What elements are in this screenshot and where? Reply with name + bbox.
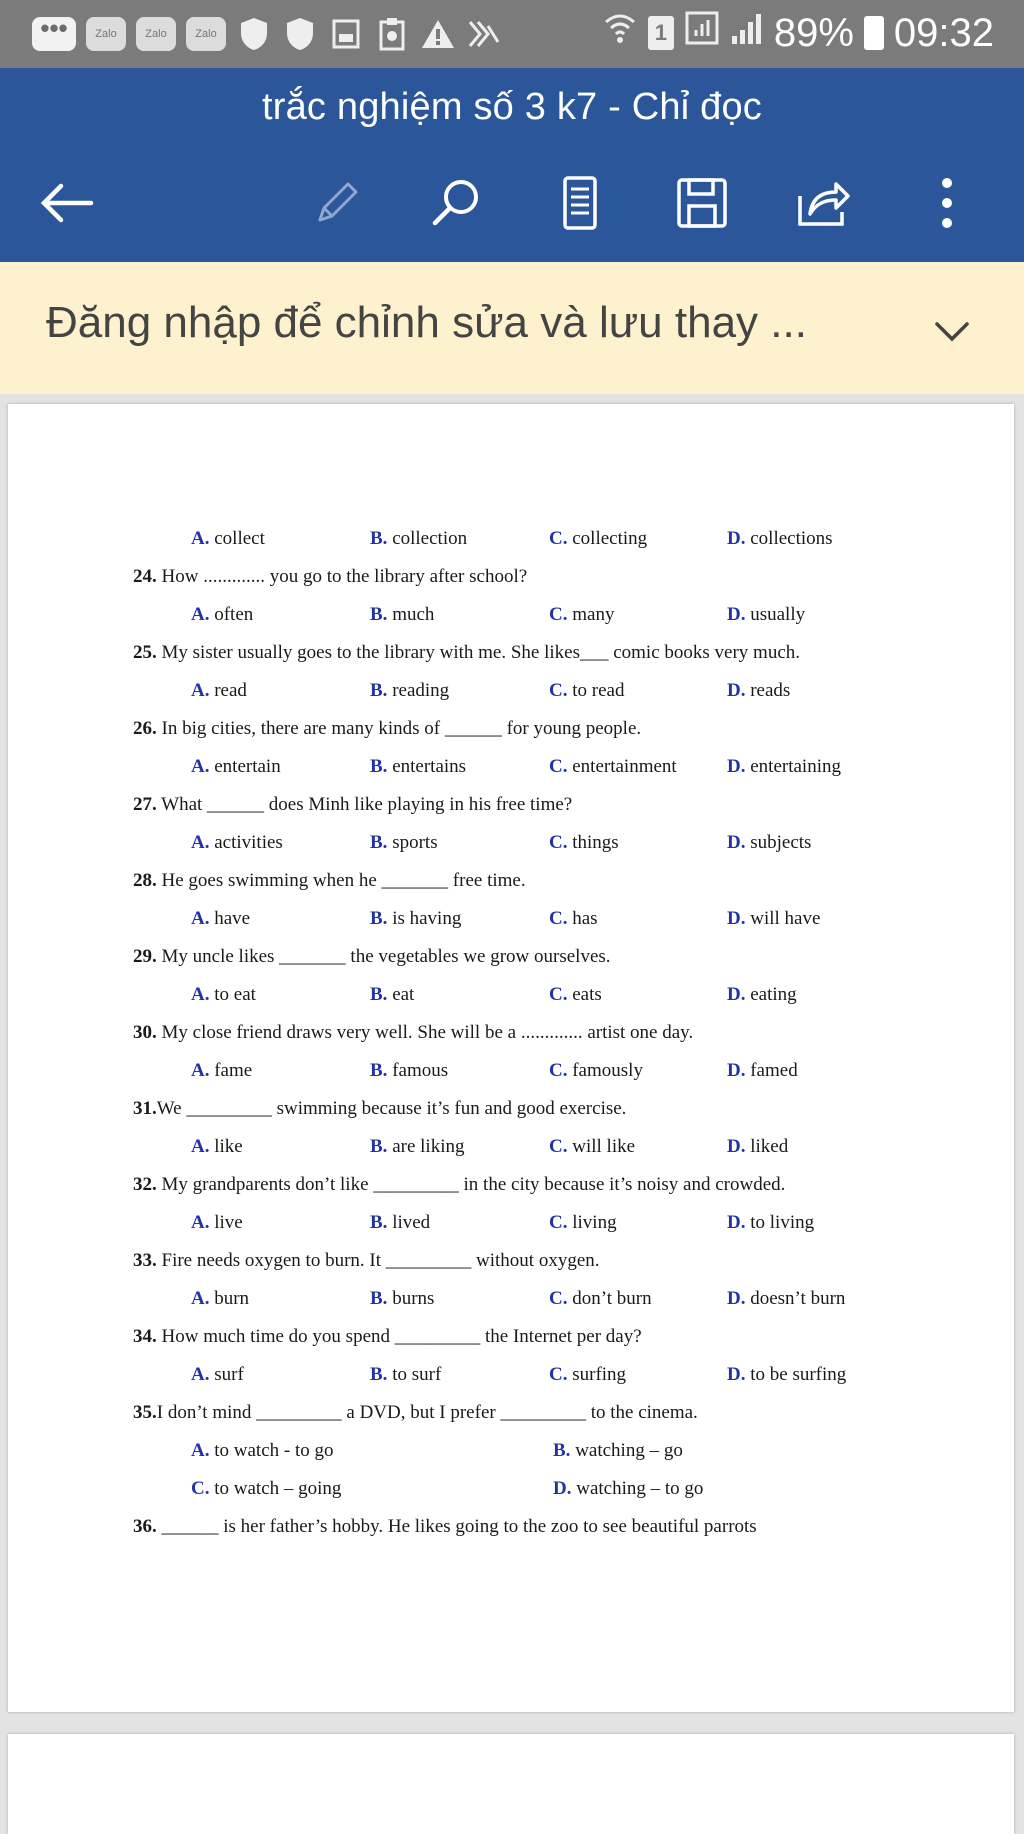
system-indicators [602,10,994,56]
option-a: A. burn [191,1288,250,1309]
option-b: B. is having [370,908,462,929]
question-number: 35. [133,1402,157,1423]
data-signal-icon [684,10,720,56]
option-b: B. lived [370,1212,431,1233]
question-text: We _________ swimming because it’s fun and good exercise. [156,1098,627,1119]
option-d: D. liked [727,1136,789,1157]
edit-button[interactable] [302,168,372,238]
option-c: C. entertainment [549,756,677,777]
question-number: 32. [133,1174,157,1195]
answer-options [133,1052,933,1090]
question-number: 24. [133,566,157,587]
cell-signal-icon [730,11,764,56]
image-icon [328,14,364,54]
option-a: A. read [191,680,247,701]
option-b: B. to surf [370,1364,442,1385]
option-b: B. watching – go [553,1440,683,1461]
question-text: My sister usually goes to the library with me. She likes___ comic books very much. [156,642,801,663]
document-content [133,520,933,1546]
back-button[interactable] [32,168,102,238]
option-b: B. reading [370,680,450,701]
answer-options [133,748,933,786]
question-number: 31. [133,1098,157,1119]
sim-icon: 1 [648,16,674,50]
question-stem [133,1318,933,1356]
option-d: D. reads [727,680,791,701]
option-d: D. subjects [727,832,812,853]
option-b: B. eat [370,984,415,1005]
option-c: C. don’t burn [549,1288,652,1309]
clock: 09:32 [893,10,994,55]
option-b: B. entertains [370,756,467,777]
document-title: trắc nghiệm số 3 k7 - Chỉ đọc [261,86,763,128]
question-text: ______ is her father’s hobby. He likes going to the zoo to see beautiful parrots [156,1516,757,1537]
option-b: B. collection [370,528,468,549]
question-text: My uncle likes _______ the vegetables we grow ourselves. [156,946,611,967]
answer-options [133,520,933,558]
option-d: D. collections [727,528,833,549]
search-icon [429,175,485,231]
option-c: C. many [549,604,615,625]
shield-icon [282,14,318,54]
option-a: A. to watch - to go [191,1440,334,1461]
nfc-icon [466,14,502,54]
option-d: D. entertaining [727,756,841,777]
option-b: B. famous [370,1060,449,1081]
answer-options [133,900,933,938]
question-stem [133,786,933,824]
clipboard-icon [374,14,410,54]
answer-options [133,1128,933,1166]
option-a: A. collect [191,528,265,549]
option-a: A. surf [191,1364,244,1385]
question-list [133,558,933,1546]
question-stem [133,1508,933,1546]
shield-icon [236,14,272,54]
question-number: 27. [133,794,157,815]
question-stem [133,1090,933,1128]
question-stem [133,938,933,976]
reading-view-button[interactable] [545,168,615,238]
option-d: D. usually [727,604,806,625]
answer-options [133,1356,933,1394]
option-a: A. fame [191,1060,253,1081]
more-options-button[interactable] [912,168,982,238]
more-icon [937,175,957,231]
answer-options [133,1280,933,1318]
option-c: C. collecting [549,528,648,549]
answer-options [133,1204,933,1242]
option-d: D. doesn’t burn [727,1288,846,1309]
share-icon [794,176,852,230]
question-stem [133,1242,933,1280]
reading-view-icon [560,175,600,231]
option-d: D. will have [727,908,821,929]
option-a: A. have [191,908,251,929]
banner-message: Đăng nhập để chỉnh sửa và lưu thay ... [46,298,807,347]
question-number: 26. [133,718,157,739]
answer-options [133,1470,933,1508]
option-a: A. like [191,1136,243,1157]
option-c: C. to read [549,680,625,701]
save-button[interactable] [667,168,737,238]
zalo-notification-icon: Zalo [136,17,176,51]
option-c: C. has [549,908,598,929]
question-stem [133,862,933,900]
question-stem [133,1014,933,1052]
option-c: C. surfing [549,1364,627,1385]
question-number: 29. [133,946,157,967]
search-button[interactable] [422,168,492,238]
question-text: How ............. you go to the library after school? [156,566,528,587]
question-text: I don’t mind _________ a DVD, but I prefer _________ to the cinema. [156,1402,698,1423]
question-text: He goes swimming when he _______ free time. [156,870,526,891]
question-text: What ______ does Minh like playing in his free time? [156,794,573,815]
question-number: 34. [133,1326,157,1347]
answer-options [133,596,933,634]
option-d: D. eating [727,984,797,1005]
zalo-notification-icon: Zalo [186,17,226,51]
question-text: Fire needs oxygen to burn. It _________ without oxygen. [156,1250,600,1271]
expand-banner-button[interactable] [924,304,980,360]
option-b: B. burns [370,1288,435,1309]
answer-options [133,1432,933,1470]
option-c: C. living [549,1212,617,1233]
question-stem [133,710,933,748]
option-d: D. famed [727,1060,798,1081]
answer-options [133,672,933,710]
option-c: C. to watch – going [191,1478,342,1499]
option-c: C. will like [549,1136,636,1157]
option-d: D. to be surfing [727,1364,847,1385]
question-text: In big cities, there are many kinds of ______ for young people. [156,718,642,739]
option-b: B. much [370,604,435,625]
option-a: A. entertain [191,756,281,777]
option-a: A. often [191,604,254,625]
sign-in-banner[interactable] [0,262,1024,394]
option-b: B. sports [370,832,438,853]
answer-options [133,824,933,862]
question-number: 30. [133,1022,157,1043]
option-c: C. things [549,832,619,853]
warning-icon [420,14,456,54]
question-text: My grandparents don’t like _________ in the city because it’s noisy and crowded. [156,1174,786,1195]
option-c: C. famously [549,1060,643,1081]
question-text: My close friend draws very well. She will be a ............. artist one day. [156,1022,694,1043]
question-stem [133,558,933,596]
battery-percent: 89% [773,10,854,55]
zalo-notification-icon: Zalo [86,17,126,51]
option-b: B. are liking [370,1136,465,1157]
option-c: C. eats [549,984,602,1005]
option-d: D. watching – to go [553,1478,704,1499]
document-page[interactable] [8,404,1014,1712]
app-bar [0,68,1024,262]
option-a: A. activities [191,832,283,853]
option-a: A. live [191,1212,243,1233]
question-text: How much time do you spend _________ the Internet per day? [156,1326,642,1347]
chevron-down-icon [934,321,970,343]
share-button[interactable] [788,168,858,238]
question-stem [133,1166,933,1204]
answer-options [133,976,933,1014]
notification-icons [32,14,502,54]
edit-pencil-icon [310,176,364,230]
question-number: 33. [133,1250,157,1271]
question-number: 36. [133,1516,157,1537]
option-d: D. to living [727,1212,815,1233]
question-number: 28. [133,870,157,891]
question-stem [133,1394,933,1432]
battery-icon [864,16,884,50]
more-notifications-icon: ••• [32,17,76,51]
option-a: A. to eat [191,984,256,1005]
back-icon [37,178,97,228]
save-icon [675,176,729,230]
wifi-icon [602,10,638,56]
document-page-next[interactable] [8,1734,1014,1834]
question-stem [133,634,933,672]
question-number: 25. [133,642,157,663]
status-bar [0,0,1024,68]
